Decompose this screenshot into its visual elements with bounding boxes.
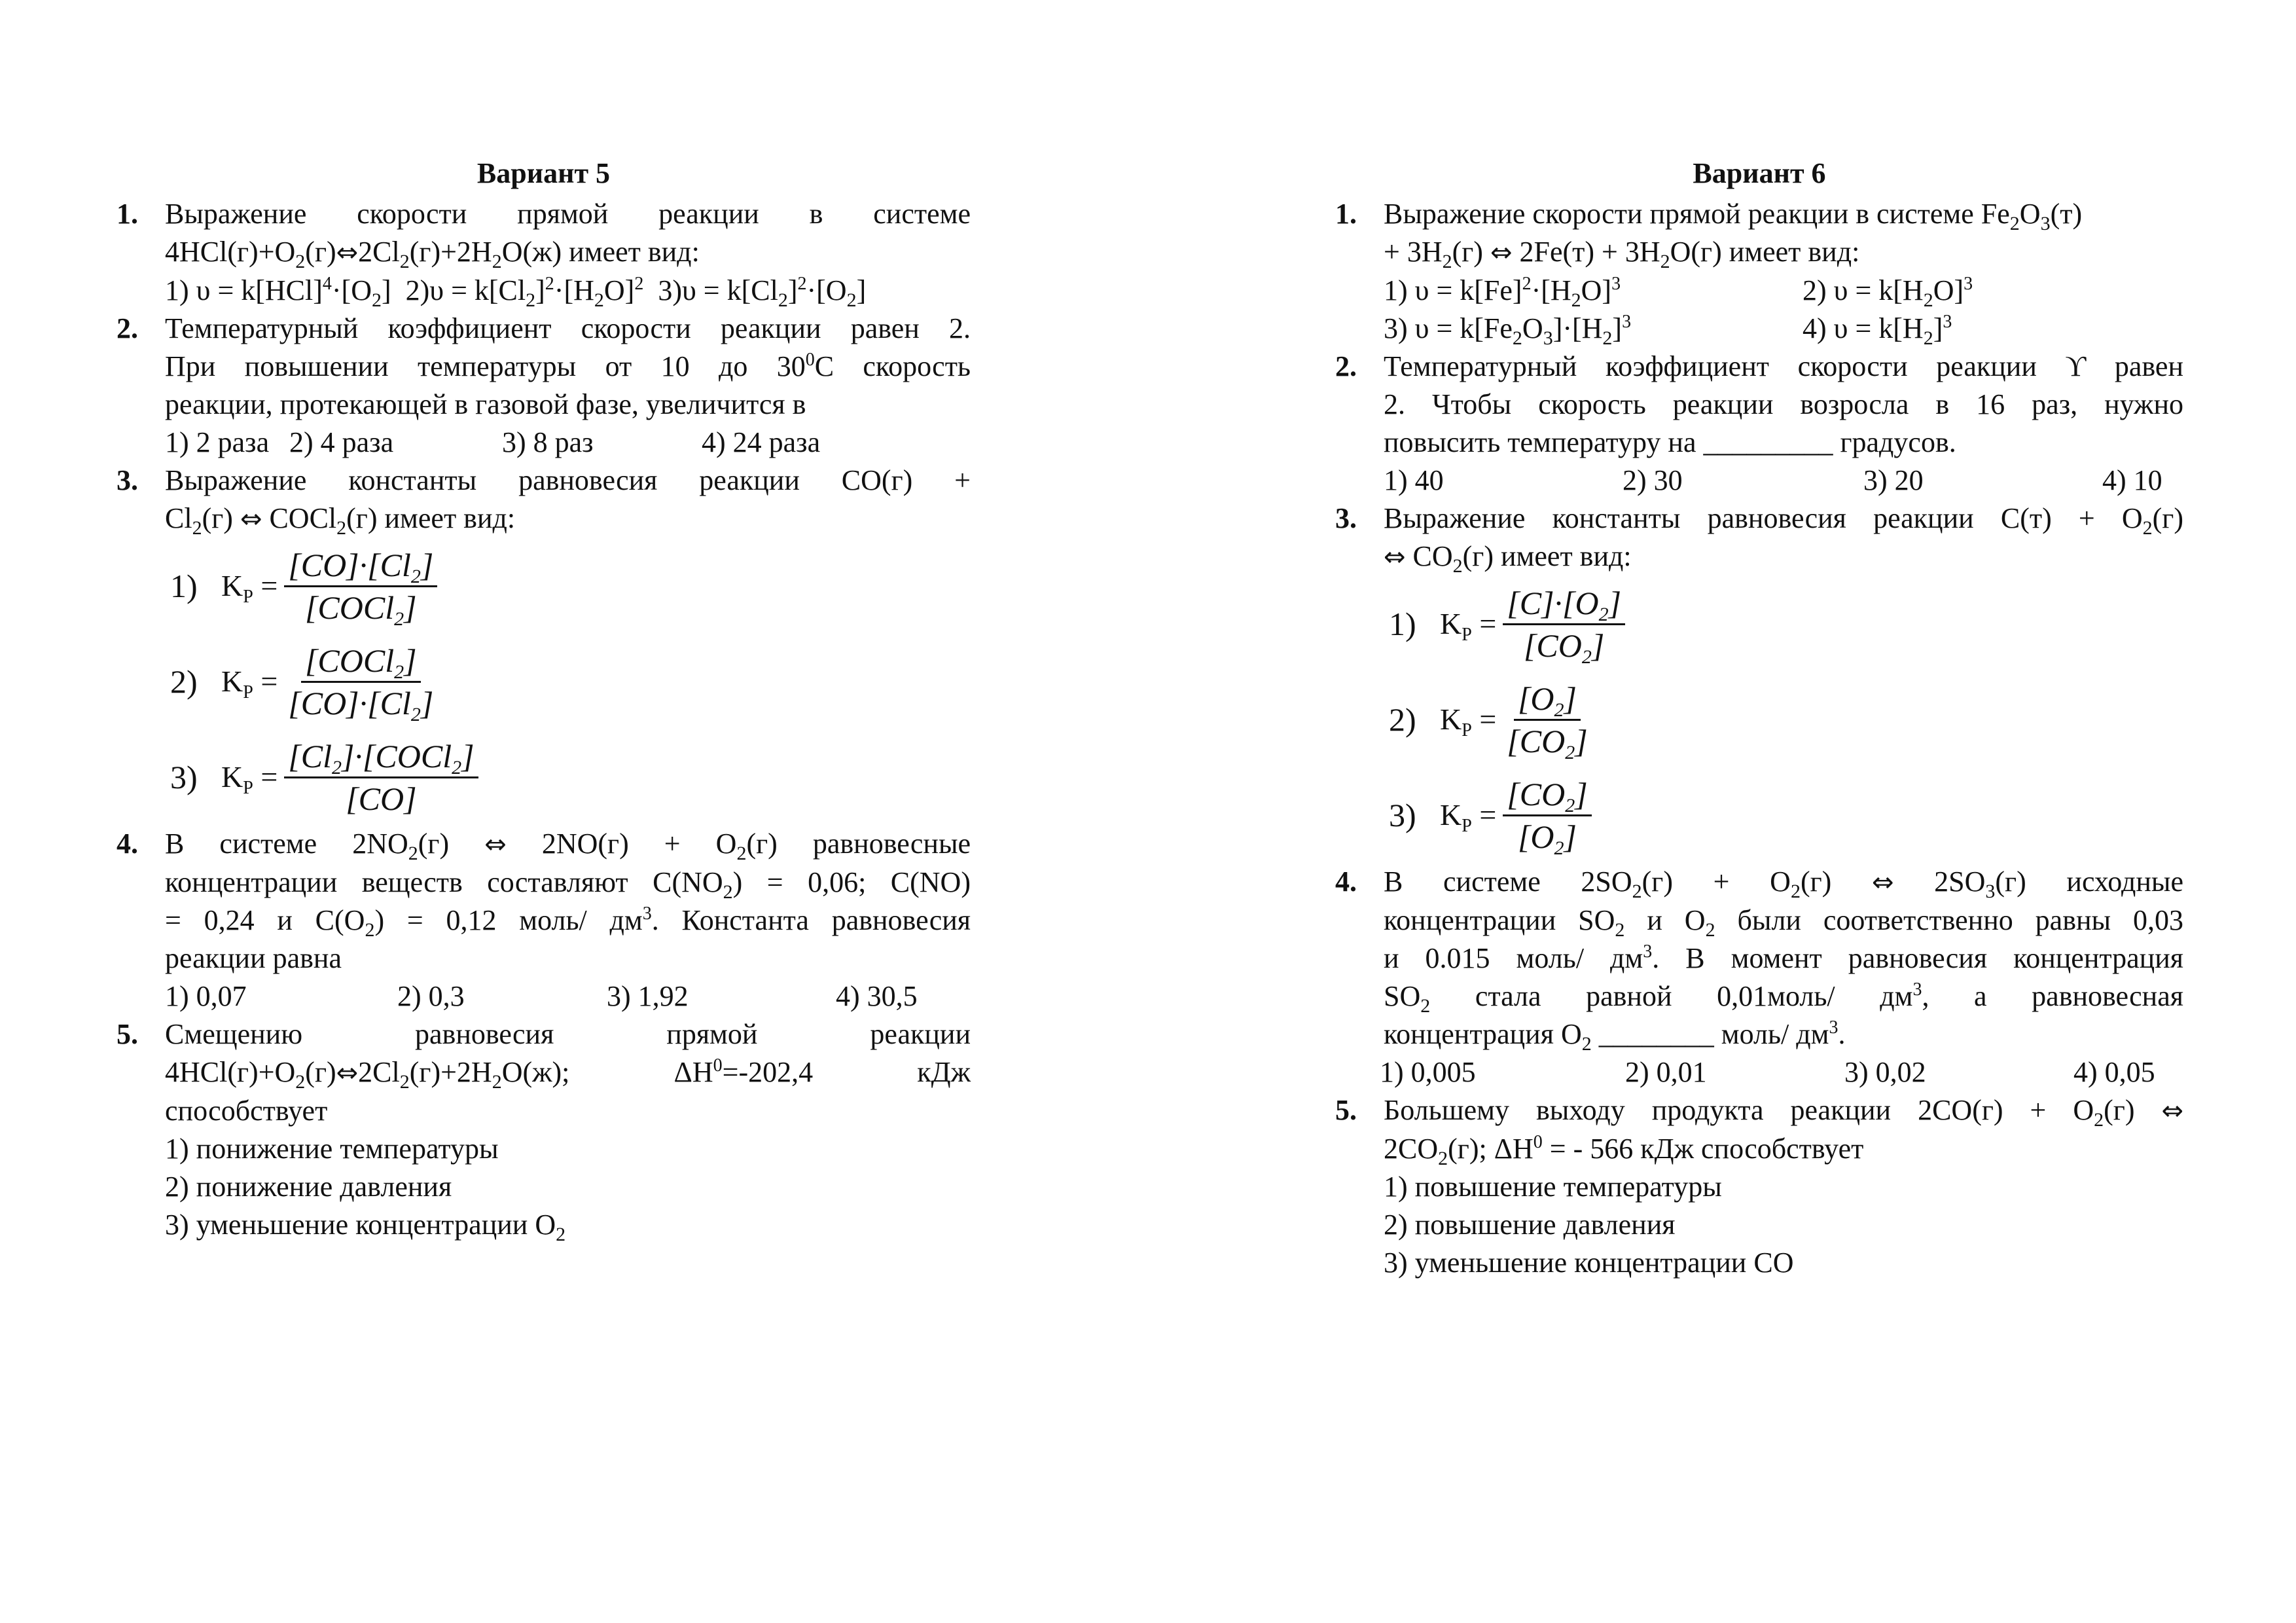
question-1 (1335, 195, 2183, 348)
fraction: $\frac{[O_2]}{[CO_2]}$ (1503, 678, 1591, 761)
question-text: Большему выходу продукта реакции $2CO(г) + O_2(г)$ ⇔ (1384, 1094, 2184, 1131)
answer-options (165, 424, 971, 462)
question-2 (117, 310, 971, 462)
answer-option: 2) повышение давления (1384, 1209, 1676, 1241)
question-text: Выражение константы равновесия реакции $C(т) + O_2(г)$ (1384, 502, 2183, 539)
answer-option: 2) 0,01 (1625, 1056, 1707, 1088)
answer-options (1380, 1053, 2183, 1091)
answer-option: 1) 40 (1384, 464, 1444, 496)
question-number: 3. (117, 464, 138, 496)
question-number: 5. (1335, 1094, 1357, 1126)
variant-5-column (117, 155, 971, 1244)
answer-option: 3) уменьшение концентрации $O_2$ (165, 1209, 566, 1245)
variant-6-column (1335, 155, 2183, 1282)
question-text: Температурный коэффициент скорости реакции ϒ равен (1384, 350, 2183, 382)
answer-option: 3) 0,02 (1844, 1056, 1926, 1088)
fraction: $\frac{[C]\cdot[O_2]}{[CO_2]}$ (1503, 583, 1625, 666)
answer-options (1384, 310, 2183, 348)
answer-option: 4) 0,05 (2073, 1056, 2155, 1088)
question-5 (117, 1015, 971, 1244)
question-2 (1335, 348, 2183, 500)
answer-option: 2) 0,3 (397, 980, 465, 1012)
question-4 (117, 825, 971, 1015)
question-number: 3. (1335, 502, 1357, 534)
question-text: $2CO_2(г)$; $\Delta H^0$ = - 566 кДж способствует (1384, 1132, 1864, 1169)
fraction: $\frac{[COCl_2]}{[CO]\cdot[Cl_2]}$ (284, 640, 437, 723)
formula-option-3: 3) $K_P$ = $\frac{[CO_2]}{[O_2]}$ (1384, 767, 2183, 863)
fraction: $\frac{[CO]\cdot[Cl_2]}{[COCl_2]}$ (284, 545, 437, 628)
answer-option: 4) $\upsilon = k[H_2]^3$ (1803, 312, 1952, 349)
formula-option-1: 1) $K_P$ = $\frac{[CO]\cdot[Cl_2]}{[COCl_2]}$ (165, 538, 971, 634)
question-text: Смещению равновесия прямой реакции (165, 1018, 971, 1050)
question-number: 2. (117, 312, 138, 344)
question-text: концентрации $SO_2$ и $O_2$ были соответственно равны 0,03 (1384, 904, 2183, 941)
answer-blank: ________ (1598, 1018, 1714, 1050)
question-equation: $4HCl(г)+O_2(г)\Leftrightarrow 2Cl_2(г)+2H_2O(ж)$; $\Delta H^0=-202,4$ кДж (165, 1055, 971, 1093)
answer-option: 2) $\upsilon = k[H_2O]^3$ (1803, 274, 1973, 311)
answer-option: 2) понижение давления (165, 1171, 452, 1203)
question-text: $Cl_2(г)$ ⇔ COCl$_2$(г) имеет вид: (165, 502, 516, 539)
question-text: способствует (165, 1095, 328, 1127)
question-text: повысить температуру на _________ градусов. (1384, 426, 1956, 458)
formula-option-2: 2) $K_P$ = $\frac{[O_2]}{[CO_2]}$ (1384, 672, 2183, 767)
answer-option: 1) $\upsilon = k[Fe]^2\cdot[H_2O]^3$ (1384, 274, 1621, 311)
answer-option: 4) 24 раза (702, 426, 821, 458)
question-text: В системе $2NO_2(г)$ ⇔ $2NO(г) + O_2(г)$ равновесные (165, 828, 971, 864)
question-text: концентрация $O_2$ ________ моль/ $дм^3$. (1384, 1017, 1846, 1055)
question-4 (1335, 863, 2183, 1091)
question-3 (1335, 500, 2183, 863)
question-text: = 0,24 и $C(O_2) = 0,12$ моль/ $дм^3$. Константа равновесия (165, 903, 971, 941)
question-number: 1. (1335, 198, 1357, 230)
answer-option: 3) 8 раз (502, 426, 594, 458)
answer-option: 1) повышение температуры (1384, 1171, 1722, 1203)
formula-option-1: 1) $K_P$ = $\frac{[C]\cdot[O_2]}{[CO_2]}$ (1384, 576, 2183, 672)
answer-option: 1) понижение температуры (165, 1133, 499, 1165)
answer-option: 1) 2 раза (165, 426, 270, 458)
question-equation: $4HCl(г)+O_2(г)\Leftrightarrow 2Cl_2(г)+2H_2O(ж)$ имеет вид: (165, 236, 700, 272)
answer-option: 2) 4 раза (289, 426, 394, 458)
question-equation: + $3H_2(г)$ ⇔ $2Fe(т) + 3H_2O(г)$ имеет вид: (1384, 236, 1860, 272)
question-1 (117, 195, 971, 310)
question-text: Температурный коэффициент скорости реакции равен 2. (165, 312, 971, 344)
question-number: 2. (1335, 350, 1357, 382)
question-text: реакции равна (165, 942, 342, 974)
variant-6-title: Вариант 6 (1693, 157, 1826, 189)
fraction: $\frac{[CO_2]}{[O_2]}$ (1503, 774, 1591, 857)
question-text: концентрации веществ составляют $C(NO_2) = 0,06$; C(NO) (165, 866, 971, 903)
question-number: 5. (117, 1018, 138, 1050)
variant-5-title: Вариант 5 (476, 157, 611, 189)
answer-options: 1) $\upsilon = k[HCl]^4\cdot[O_2] 2)\upsilon = k[Cl_2]^2\cdot[H_2O]^2$ $3)\upsilon = k[Cl_2]^2\cdot[O_2]$ (165, 274, 867, 311)
answer-option: 3) 20 (1863, 464, 1924, 496)
answer-blank: _________ (1703, 426, 1833, 458)
question-3 (117, 462, 971, 825)
answer-option: 4) 30,5 (836, 980, 918, 1012)
question-number: 4. (117, 828, 138, 860)
question-text: реакции, протекающей в газовой фазе, увеличится в (165, 388, 806, 420)
question-5 (1335, 1091, 2183, 1282)
answer-options (165, 977, 971, 1015)
question-text: Выражение константы равновесия реакции CO(г) + (165, 464, 971, 496)
question-text: и 0.015 моль/ $дм^3$. В момент равновесия концентрация (1384, 941, 2184, 974)
formula-option-2: 2) $K_P$ = $\frac{[COCl_2]}{[CO]\cdot[Cl_2]}$ (165, 634, 971, 729)
fraction: $\frac{[Cl_2]\cdot[COCl_2]}{[CO]}$ (284, 736, 478, 819)
answer-option: 3) 1,92 (607, 980, 689, 1012)
answer-option: 2) 30 (1623, 464, 1683, 496)
question-text: Выражение скорости прямой реакции в системе (165, 198, 971, 230)
question-text: 2. Чтобы скорость реакции возросла в 16 раз, нужно (1384, 388, 2183, 420)
answer-option: 3) уменьшение концентрации CO (1384, 1247, 1794, 1279)
answer-option: 1) 0,005 (1380, 1056, 1476, 1088)
answer-option: 3) $\upsilon = k[Fe_2O_3]\cdot[H_2]^3$ (1384, 312, 1632, 349)
question-number: 1. (117, 198, 138, 230)
question-text: Выражение скорости прямой реакции в системе $Fe_2O_3(т)$ (1384, 198, 2083, 234)
formula-option-3: 3) $K_P$ = $\frac{[Cl_2]\cdot[COCl_2]}{[CO]}$ (165, 729, 971, 825)
answer-option: 1) 0,07 (165, 980, 247, 1012)
question-text: ⇔ $CO_2(г)$ имеет вид: (1384, 540, 1632, 577)
question-text: $SO_2$ стала равной 0,01моль/ $дм^3$, а равновесная (1384, 979, 2183, 1017)
answer-option: 4) 10 (2102, 464, 2162, 496)
question-text: При повышении температуры от 10 до $30^0С$ скорость (165, 350, 971, 382)
answer-options (1384, 462, 2183, 500)
answer-options (1384, 272, 2183, 310)
question-number: 4. (1335, 866, 1357, 898)
question-text: В системе $2SO_2(г) + O_2(г)$ ⇔ $2SO_3(г)$ исходные (1384, 866, 2183, 902)
